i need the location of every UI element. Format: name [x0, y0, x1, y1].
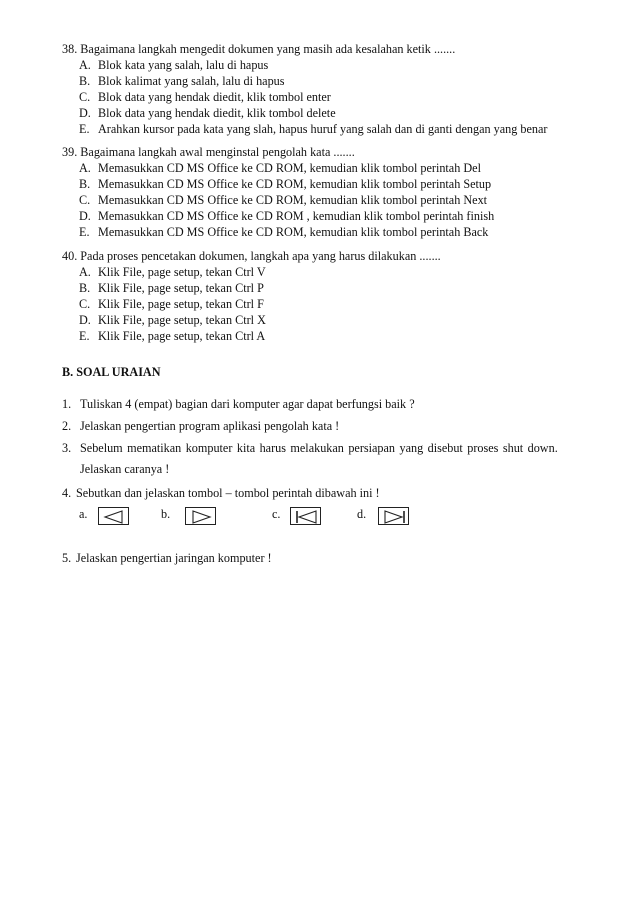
essay-item-3-continuation: Jelaskan caranya ! — [80, 462, 170, 476]
option-letter: A. — [79, 265, 91, 279]
essay-item-5 — [62, 550, 272, 566]
button-label-c: c. — [272, 507, 281, 521]
option-text: Klik File, page setup, tekan Ctrl X — [98, 313, 266, 327]
option-letter: E. — [79, 329, 90, 343]
first-icon — [290, 507, 321, 525]
previous-icon — [98, 507, 129, 525]
essay-item-4 — [62, 485, 380, 501]
option-40-c — [79, 296, 264, 312]
essay-text: Jelaskan pengertian program aplikasi pengolah kata ! — [80, 419, 340, 433]
option-letter: D. — [79, 106, 91, 120]
option-letter: B. — [79, 281, 91, 295]
last-icon — [378, 507, 409, 525]
next-icon — [185, 507, 216, 525]
essay-text: Sebutkan dan jelaskan tombol – tombol perintah dibawah ini ! — [76, 486, 380, 500]
option-letter: C. — [79, 297, 91, 311]
option-text: Memasukkan CD MS Office ke CD ROM, kemudian klik tombol perintah Next — [98, 193, 488, 207]
option-38-e — [79, 121, 547, 137]
essay-item-3 — [62, 440, 558, 456]
question-39: 39. Bagaimana langkah awal menginstal pengolah kata ....... — [62, 145, 355, 159]
option-letter: A. — [79, 161, 91, 175]
option-39-d — [79, 208, 494, 224]
essay-number: 4. — [62, 486, 72, 500]
option-text: Blok data yang hendak diedit, klik tombol delete — [98, 106, 336, 120]
question-40: 40. Pada proses pencetakan dokumen, langkah apa yang harus dilakukan ....... — [62, 249, 441, 263]
essay-number: 1. — [62, 397, 72, 411]
option-letter: B. — [79, 74, 91, 88]
button-label-d: d. — [357, 507, 367, 521]
button-label-a: a. — [79, 507, 88, 521]
option-40-d — [79, 312, 266, 328]
option-letter: C. — [79, 193, 91, 207]
option-text: Klik File, page setup, tekan Ctrl V — [98, 265, 266, 279]
essay-text: Jelaskan pengertian jaringan komputer ! — [76, 551, 272, 565]
option-text: Klik File, page setup, tekan Ctrl A — [98, 329, 266, 343]
option-text: Memasukkan CD MS Office ke CD ROM, kemudian klik tombol perintah Del — [98, 161, 481, 175]
question-38: 38. Bagaimana langkah mengedit dokumen yang masih ada kesalahan ketik ....... — [62, 42, 456, 56]
button-label-b: b. — [161, 507, 171, 521]
option-38-b — [79, 73, 285, 89]
option-text: Arahkan kursor pada kata yang slah, hapus huruf yang salah dan di ganti dengan yang benar — [98, 122, 548, 136]
option-38-c — [79, 89, 331, 105]
essay-number: 2. — [62, 419, 72, 433]
option-letter: E. — [79, 225, 90, 239]
essay-number: 3. — [62, 441, 72, 455]
option-40-e — [79, 328, 265, 344]
option-text: Klik File, page setup, tekan Ctrl P — [98, 281, 264, 295]
option-letter: A. — [79, 58, 91, 72]
option-38-a — [79, 57, 268, 73]
option-39-c — [79, 192, 487, 208]
option-40-a — [79, 264, 266, 280]
option-text: Blok kalimat yang salah, lalu di hapus — [98, 74, 285, 88]
essay-item-2 — [62, 418, 339, 434]
option-text: Memasukkan CD MS Office ke CD ROM , kemudian klik tombol perintah finish — [98, 209, 495, 223]
option-text: Blok data yang hendak diedit, klik tombol enter — [98, 90, 331, 104]
option-letter: C. — [79, 90, 91, 104]
section-b-title: B. SOAL URAIAN — [62, 365, 161, 379]
essay-text: Tuliskan 4 (empat) bagian dari komputer agar dapat berfungsi baik ? — [80, 397, 415, 411]
option-letter: D. — [79, 209, 91, 223]
option-letter: D. — [79, 313, 91, 327]
option-text: Memasukkan CD MS Office ke CD ROM, kemudian klik tombol perintah Setup — [98, 177, 492, 191]
essay-item-1 — [62, 396, 415, 412]
option-letter: E. — [79, 122, 90, 136]
option-letter: B. — [79, 177, 91, 191]
option-39-e — [79, 224, 488, 240]
essay-text: Sebelum mematikan komputer kita harus melakukan persiapan yang disebut proses shut down. — [80, 441, 558, 455]
option-40-b — [79, 280, 264, 296]
option-38-d — [79, 105, 336, 121]
option-text: Memasukkan CD MS Office ke CD ROM, kemudian klik tombol perintah Back — [98, 225, 489, 239]
essay-number: 5. — [62, 551, 72, 565]
option-text: Blok kata yang salah, lalu di hapus — [98, 58, 269, 72]
option-39-a — [79, 160, 481, 176]
option-39-b — [79, 176, 491, 192]
option-text: Klik File, page setup, tekan Ctrl F — [98, 297, 264, 311]
